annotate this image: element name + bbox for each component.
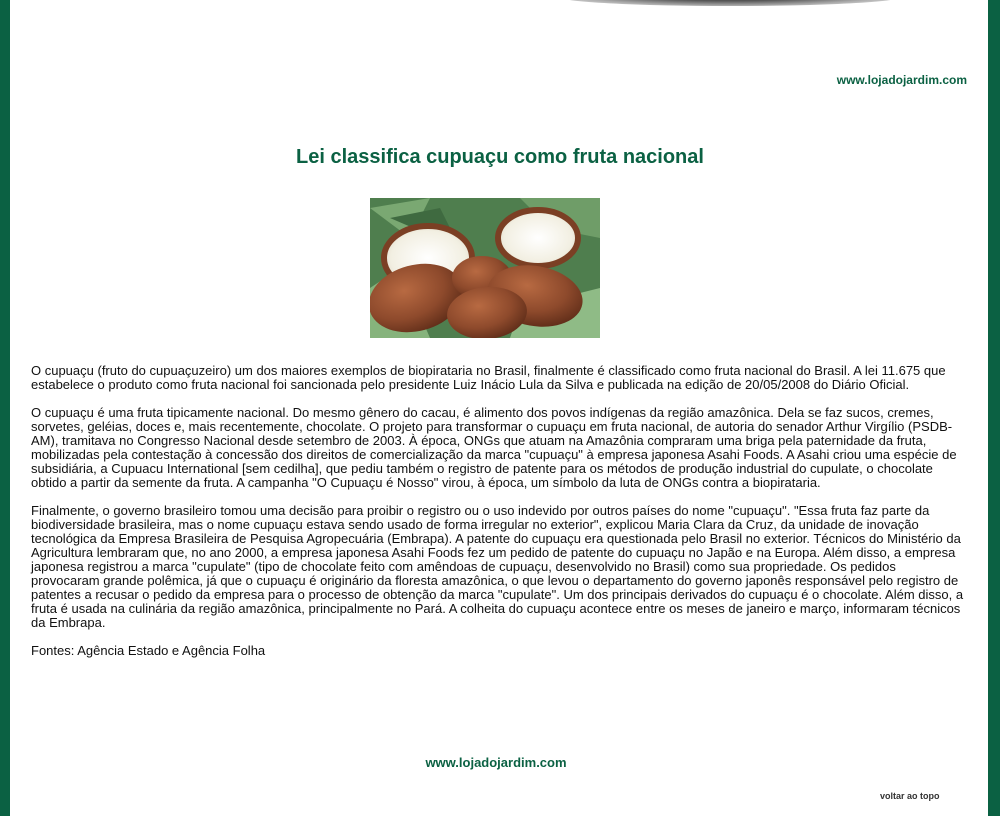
article-title: Lei classifica cupuaçu como fruta nacional [296,146,704,168]
article-paragraph: Finalmente, o governo brasileiro tomou uma decisão para proibir o registro ou o uso indevido por outros países do nome "cupuaçu". "Essa fruta faz parte da biodiversidade brasileira, mas o nome cupuaçu estava sendo usado de forma irregular no exterior", explicou Maria Clara da Cruz, da unidade de inovação tecnológica da Empresa Brasileira de Pesquisa Agropecuária (Embrapa). A patente do cupuaçu era questionada pelo Brasil no exterior. Técnicos do Ministério da Agricultura lembraram que, no ano 2000, a empresa japonesa Asahi Foods fez um pedido de patente do cupuaçu no Japão e na Europa. Além disso, a empresa japonesa registrou a marca "cupulate" (tipo de chocolate feito com amêndoas de cupuaçu, desenvolvido no Brasil) como sua propriedade. Os pedidos provocaram grande polêmica, já que o cupuaçu é originário da floresta amazônica, o que levou o departamento do governo japonês responsável pelo registro de patentes a recusar o pedido da empresa para o processo de obtenção da marca "cupulate". Um dos principais derivados do cupuaçu é o chocolate. Além disso, a fruta é usada na culinária da região amazônica, principalmente no Pará. A colheita do cupuaçu acontece entre os meses de janeiro e março, informaram técnicos da Embrapa. [31,503,964,630]
right-border [988,0,1000,816]
article-body [31,364,967,672]
article-paragraph: O cupuaçu (fruto do cupuaçuzeiro) um dos maiores exemplos de biopirataria no Brasil, finalmente é classificado como fruta nacional do Brasil. A lei 11.675 que estabelece o produto como fruta nacional foi sancionada pelo presidente Luiz Inácio Lula da Silva e publicada na edição de 20/05/2008 do Diário Oficial. [31,363,946,392]
cupuacu-photo [370,198,600,338]
article-paragraph: O cupuaçu é uma fruta tipicamente nacional. Do mesmo gênero do cacau, é alimento dos povos indígenas da região amazônica. Dela se faz sucos, cremes, sorvetes, geléias, doces e, mais recentemente, chocolate. O projeto para transformar o cupuaçu em fruta nacional, de autoria do senador Arthur Virgílio (PSDB-AM), tramitava no Congresso Nacional desde setembro de 2003. À época, ONGs que atuam na Amazônia compraram uma briga pela paternidade da fruta, mobilizadas pela contestação à concessão dos direitos de comercialização da marca "cupuaçu" à empresa japonesa Asahi Foods. A Asahi criou uma espécie de subsidiária, a Cupuacu International [sem cedilha], que pediu também o registro de patente para os métodos de produção industrial do cupulate, o chocolate obtido a partir da semente da fruta. A campanha "O Cupuaçu é Nosso" virou, à época, um símbolo da luta de ONGs contra a biopirataria. [31,405,957,490]
cupuacu-fruit-image [370,198,600,338]
article-sources: Fontes: Agência Estado e Agência Folha [31,643,266,658]
left-border [0,0,10,816]
back-to-top-link[interactable]: voltar ao topo [880,791,940,801]
site-link-bottom[interactable]: www.lojadojardim.com [425,755,567,770]
top-decoration [560,0,900,6]
site-link-top[interactable]: www.lojadojardim.com [836,73,967,87]
